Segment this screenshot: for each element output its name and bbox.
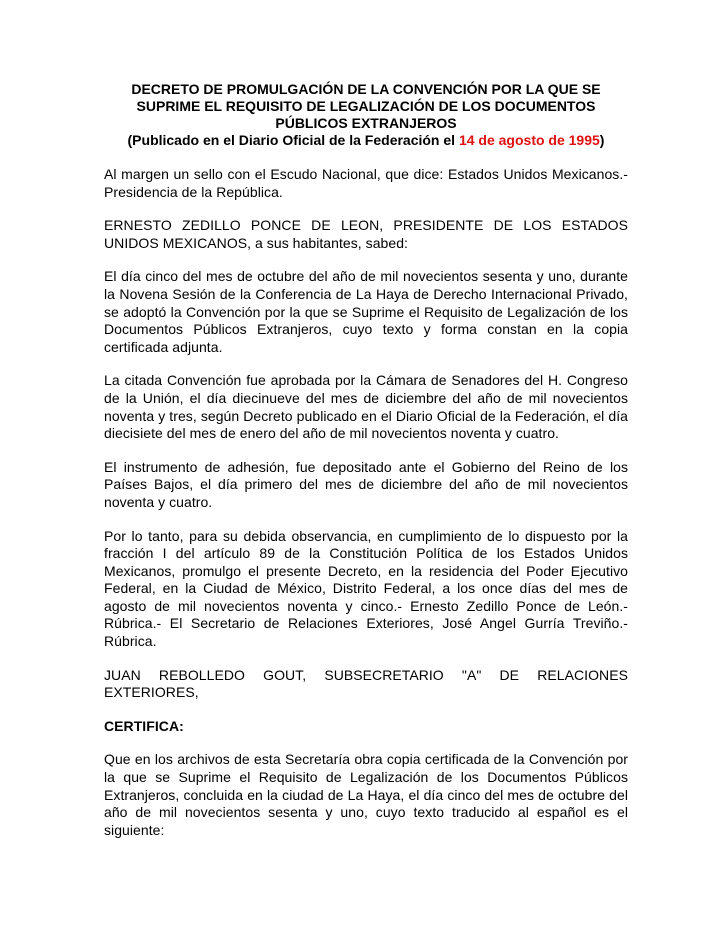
paragraph-adhesion: El instrumento de adhesión, fue depositado ante el Gobierno del Reino de los Países Bajos, el día primero del mes de diciembre del año de mil novecientos noventa y cuatro. <box>104 458 628 510</box>
publication-note <box>104 132 628 149</box>
document-title <box>104 81 628 149</box>
paragraph-seal: Al margen un sello con el Escudo Nacional, que dice: Estados Unidos Mexicanos.- Presidencia de la República. <box>104 166 628 200</box>
paragraph-archives: Que en los archivos de esta Secretaría obra copia certificada de la Convención por la que se Suprime el Requisito de Legalización de los Documentos Públicos Extranjeros, concluida en la ciudad de La Haya, el día cinco del mes de octubre del año de mil novecientos sesenta y uno, cuyo texto traducido al español es el siguiente: <box>104 751 628 838</box>
title-line-3: PÚBLICOS EXTRANJEROS <box>275 115 457 131</box>
paragraph-undersecretary: JUAN REBOLLEDO GOUT, SUBSECRETARIO "A" DE RELACIONES EXTERIORES, <box>104 666 628 701</box>
publication-prefix: (Publicado en el Diario Oficial de la Federación el <box>127 132 459 148</box>
paragraph-president: ERNESTO ZEDILLO PONCE DE LEON, PRESIDENTE DE LOS ESTADOS UNIDOS MEXICANOS, a sus habitantes, sabed: <box>104 217 628 251</box>
paragraph-convention-adoption: El día cinco del mes de octubre del año de mil novecientos sesenta y uno, durante la Novena Sesión de la Conferencia de La Haya de Derecho Internacional Privado, se adoptó la Convención por la que se Suprime el Requisito de Legalización de los Documentos Públicos Extranjeros, cuyo texto y forma constan en la copia certificada adjunta. <box>104 268 628 355</box>
paragraph-promulgation: Por lo tanto, para su debida observancia, en cumplimiento de lo dispuesto por la fracción I del artículo 89 de la Constitución Política de los Estados Unidos Mexicanos, promulgo el presente Decreto, en la residencia del Poder Ejecutivo Federal, en la Ciudad de México, Distrito Federal, a los once días del mes de agosto de mil novecientos noventa y cinco.- Ernesto Zedillo Ponce de León.- Rúbrica.- El Secretario de Relaciones Exteriores, José Angel Gurría Treviño.- Rúbrica. <box>104 527 628 650</box>
publication-suffix: ) <box>599 132 605 148</box>
title-line-2: SUPRIME EL REQUISITO DE LEGALIZACIÓN DE LOS DOCUMENTOS <box>136 98 596 114</box>
publication-date: 14 de agosto de 1995 <box>458 132 600 148</box>
paragraph-certifica: CERTIFICA: <box>104 717 184 734</box>
paragraph-senate-approval: La citada Convención fue aprobada por la Cámara de Senadores del H. Congreso de la Unión, el día diecinueve del mes de diciembre del año de mil novecientos noventa y tres, según Decreto publicado en el Diario Oficial de la Federación, el día diecisiete del mes de enero del año de mil novecientos noventa y cuatro. <box>104 372 628 442</box>
title-line-1: DECRETO DE PROMULGACIÓN DE LA CONVENCIÓN POR LA QUE SE <box>131 81 601 97</box>
